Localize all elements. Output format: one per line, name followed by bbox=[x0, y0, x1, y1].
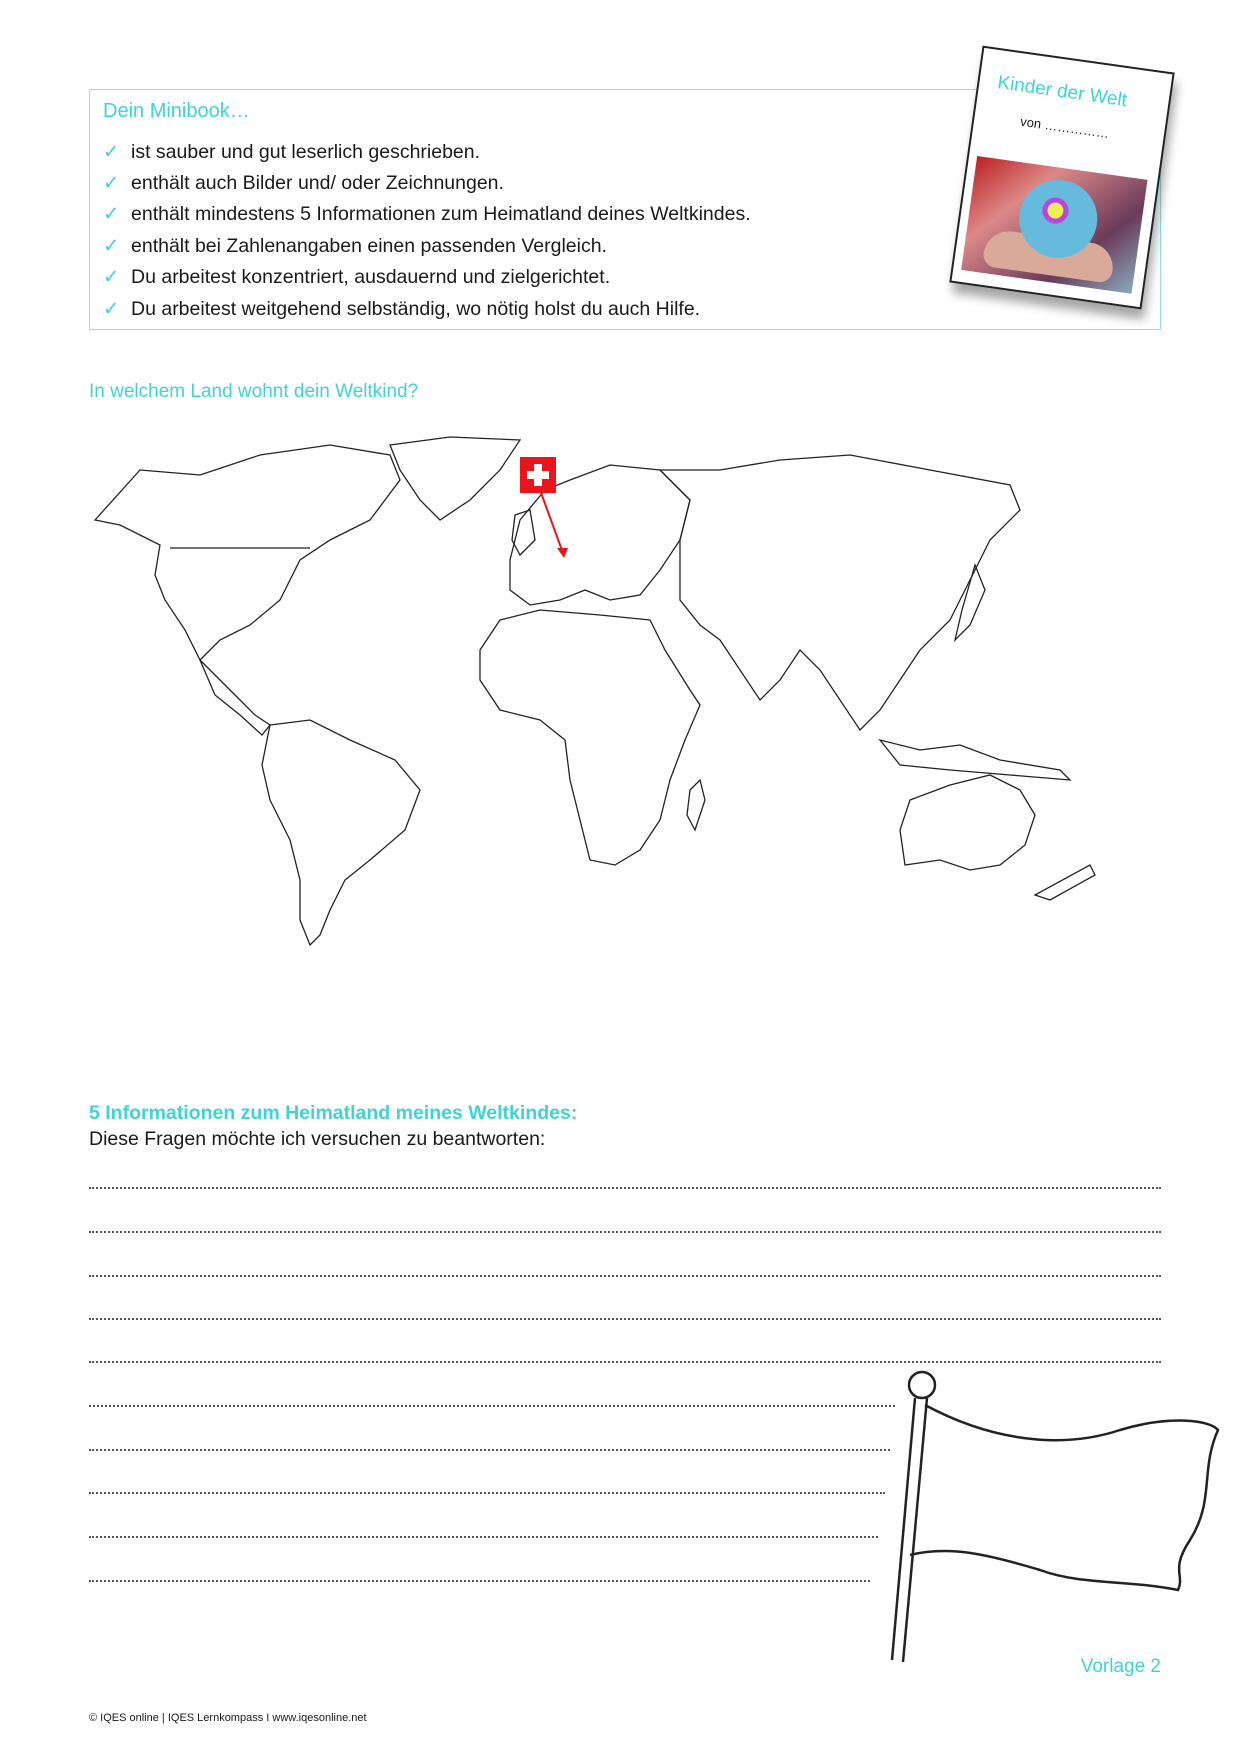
checklist-item-text: ist sauber und gut leserlich geschrieben. bbox=[131, 141, 481, 163]
answer-line[interactable] bbox=[89, 1492, 885, 1494]
blank-flag-drawing bbox=[892, 1372, 1218, 1662]
answer-line[interactable] bbox=[89, 1231, 1161, 1233]
map-question: In welchem Land wohnt dein Weltkind? bbox=[89, 381, 419, 402]
checklist-item-text: enthält mindestens 5 Informationen zum Heimatland deines Weltkindes. bbox=[131, 203, 751, 225]
footer-copyright: © IQES online | IQES Lernkompass I www.iqesonline.net bbox=[89, 1712, 367, 1724]
japan bbox=[955, 565, 985, 640]
page-label: Vorlage 2 bbox=[1080, 1656, 1161, 1677]
answer-line[interactable] bbox=[89, 1187, 1161, 1189]
check-icon: ✓ bbox=[103, 298, 120, 320]
australia bbox=[900, 775, 1035, 870]
check-icon: ✓ bbox=[103, 172, 120, 194]
check-icon: ✓ bbox=[103, 266, 120, 288]
info-subheading: Diese Fragen möchte ich versuchen zu beantworten: bbox=[89, 1128, 546, 1150]
info-heading: 5 Informationen zum Heimatland meines Weltkindes: bbox=[89, 1102, 578, 1124]
new-zealand bbox=[1035, 865, 1095, 900]
greenland bbox=[390, 437, 520, 520]
checklist-item-text: Du arbeitest weitgehend selbständig, wo nötig holst du auch Hilfe. bbox=[131, 298, 701, 320]
answer-line[interactable] bbox=[89, 1536, 878, 1538]
central-america bbox=[200, 660, 270, 735]
book-title: Kinder der Welt bbox=[996, 72, 1129, 112]
check-icon: ✓ bbox=[103, 235, 120, 257]
answer-line[interactable] bbox=[89, 1318, 1161, 1320]
checklist-item-text: Du arbeitest konzentriert, ausdauernd und zielgerichtet. bbox=[131, 266, 611, 288]
checklist-item-text: enthält bei Zahlenangaben einen passenden Vergleich. bbox=[131, 235, 607, 257]
answer-line[interactable] bbox=[89, 1405, 895, 1407]
check-icon: ✓ bbox=[103, 203, 120, 225]
south-america bbox=[262, 720, 420, 945]
north-america bbox=[95, 445, 400, 660]
asia bbox=[660, 455, 1020, 730]
marker-arrow bbox=[540, 490, 563, 553]
indonesia bbox=[880, 740, 1070, 780]
answer-line[interactable] bbox=[89, 1275, 1161, 1277]
book-author-line: von …………… bbox=[1019, 113, 1111, 142]
madagascar bbox=[687, 780, 705, 830]
answer-line[interactable] bbox=[89, 1449, 890, 1451]
africa bbox=[480, 610, 700, 865]
check-icon: ✓ bbox=[103, 141, 120, 163]
switzerland-flag-icon bbox=[520, 457, 556, 493]
checklist-item-text: enthält auch Bilder und/ oder Zeichnungen. bbox=[131, 172, 504, 194]
answer-line[interactable] bbox=[89, 1580, 870, 1582]
checklist-title: Dein Minibook… bbox=[103, 100, 250, 122]
arrowhead-icon bbox=[557, 548, 568, 558]
answer-line[interactable] bbox=[89, 1361, 1161, 1363]
